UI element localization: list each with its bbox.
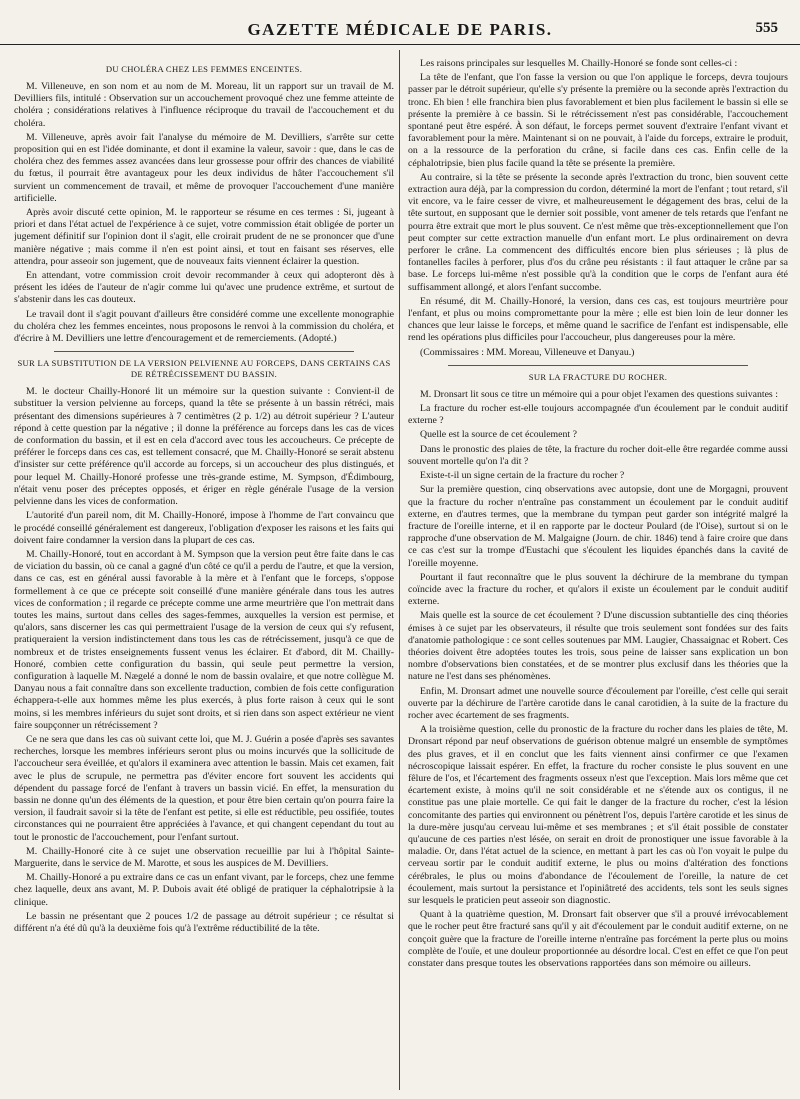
commissioners-note: (Commissaires : MM. Moreau, Villeneuve et Danyau.) [420,346,635,358]
column-divider [399,50,400,1090]
section-divider [448,365,748,366]
paragraph: Ce ne sera que dans les cas où suivant cette loi, que M. J. Guérin a posée d'après ses savantes recherches, lorsque les membres inférieurs seront plus ou moins incurvés que la sollicitude de l'accoucheur sera éveillée, et qu'alors il examinera avec attention le bassin. Mais cet examen, fait avec le plus de scrupule, ne permettra pas d'éviter encore fort souvent les accidents qui dépendent du passage forcé de l'enfant à travers un bassin vicié. En effet, la mensuration du bassin ne donne qu'un des éléments de la question, et pour être bien certain qu'on pourra faire la version, il faudrait savoir si la tête de l'enfant est petite, si elle est réductible, peu ossifiée, toutes circonstances qui ne pourraient être appréciées à l'avance, et qui changent cependant du tout au tout le pronostic de l'accouchement, pour l'enfant surtout. [14,733,394,843]
paragraph: Mais quelle est la source de cet écoulement ? D'une discussion subtantielle des cinq théories émises à ce sujet par les observateurs, il résulte que trois seulement sont fondées sur des faits d'anatomie pathologique : ce sont celles soutenues par MM. Laugier, Chassaignac et Robert. Ces théories doivent être adoptées toutes les trois, sous peine de laisser sans explication un bon nombre d'observations bien constatées, et de se montrer plus exclusif dans les théories que la nature ne l'est dans ses phénomènes. [408,610,788,683]
paragraph: Le bassin ne présentant que 2 pouces 1/2 de passage au détroit supérieur ; ce résultat si différent n'a été dû qu'à la deuxième fois qu'à l'extrême réductibilité de la tête. [14,910,394,934]
question: Existe-t-il un signe certain de la fracture du rocher ? [420,470,625,482]
paragraph: M. Chailly-Honoré cite à ce sujet une observation recueillie par lui à l'hôpital Sainte-Marguerite, dans le service de M. Marotte, et sous les auspices de M. Devilliers. [14,845,394,869]
paragraph: M. Villeneuve, en son nom et au nom de M. Moreau, lit un rapport sur un travail de M. Devilliers fils, intitulé : Observation sur un accouchement provoqué chez une femme atteinte de choléra ; considérations relatives à l'influence réciproque du travail de l'accouchement et du choléra. [14,81,394,129]
paragraph: En attendant, votre commission croit devoir recommander à ceux qui adopteront dès à présent les idées de l'auteur de n'agir comme lui qu'avec une prudence extrême, et surtout de s'abstenir dans les cas douteux. [14,270,394,306]
paragraph: La tête de l'enfant, que l'on fasse la version ou que l'on applique le forceps, devra toujours passer par le détroit supérieur, qu'elle s'y présente la première ou la seconde après l'extraction du tronc. Eh bien ! elle franchira bien plus favorablement et bien plus facilement le bassin si elle se présente la première à ce bassin. Si le rétrécissement n'est pas considérable, l'accouchement spontané peut être espéré. À son défaut, le forceps permet souvent d'extraire l'enfant vivant et favorablement pour la mère. Maintenant si on ne pouvait, à l'aide du forceps, extraire le produit, on a la ressource de la perforation du crâne, si facile dans ces cas. Enfin celle de la céphalotripsie, bien plus facile quand la tête se présente la première. [408,72,788,169]
paragraph: Quant à la quatrième question, M. Dronsart fait observer que s'il a prouvé irrévocablement que le rocher peut être fracturé sans qu'il y ait d'écoulement par le conduit auditif externe, on ne conçoit guère que la fracture de l'oreille interne n'entraîne pas forcément la perte plus ou moins complète de l'ouïe, et une douleur proportionnée au désordre local. C'est en effet ce que l'on peut constater dans presque toutes les observations rapportées dans son mémoire ou ailleurs. [408,909,788,970]
paragraph: En résumé, dit M. Chailly-Honoré, la version, dans ces cas, est toujours meurtrière pour l'enfant, et plus ou moins compromettante pour la mère ; elle est bien loin de leur donner les chances que leur laisse le forceps, et même quand le sacrifice de l'enfant est indispensable, elle rend les opérations plus difficiles pour l'accoucheur, plus dangereuses pour la mère. [408,295,788,344]
paragraph: Pourtant il faut reconnaître que le plus souvent la déchirure de la membrane du tympan coïncide avec la fracture du rocher, et qu'alors il existe un écoulement par le conduit auditif externe. [408,571,788,608]
paragraph: Les raisons principales sur lesquelles M. Chailly-Honoré se fonde sont celles-ci : [420,58,738,69]
right-column [408,58,788,1090]
paragraph: Le travail dont il s'agit pouvant d'ailleurs être considéré comme une excellente monographie du choléra chez les femmes enceintes, nous proposons le renvoi à la commission du choléra, et d'écrire à M. Devilliers une lettre d'encouragement et de remerciements. (Adopté.) [14,308,394,345]
paragraph: Après avoir discuté cette opinion, M. le rapporteur se résume en ces termes : Si, jugeant à priori et dans l'état actuel de l'expérience à ce sujet, votre commission était obligée de porter un jugement définitif sur l'opinion dont il s'agit, elle croirait prudent de ne se prononcer que d'une manière négative ; mais comme il n'en est point ainsi, et tout en faisant ses réserves, elle attendra, pour asseoir son jugement, que de nouveaux faits viennent éclairer la question. [14,207,394,267]
paragraph: M. Chailly-Honoré a pu extraire dans ce cas un enfant vivant, par le forceps, chez une femme chez laquelle, deux ans avant, M. P. Dubois avait été obligé de pratiquer la céphalotripsie à la clinique. [14,872,394,908]
page-title: GAZETTE MÉDICALE DE PARIS. [247,20,553,39]
paragraph: Sur la première question, cinq observations avec autopsie, dont une de Morgagni, prouvent que la fracture du rocher n'entraîne pas constamment un écoulement par le conduit auditif externe, en d'autres termes, que la membrane du tympan peut garder son intégrité malgré la fracture de l'oreille interne, et il en rapporte par le docteur Poulard (de l'Oise), surtout si on le rapproche d'une observation de M. Malgaigne (Journ. de chir. 1846) tend à faire croire que dans ce cas c'est sur la trompe d'Eustachi que s'écoulent les liquides épanchés dans la cavité de l'oreille moyenne. [408,484,788,569]
paragraph: M. Villeneuve, après avoir fait l'analyse du mémoire de M. Devilliers, s'arrête sur cette proposition qui en est l'idée dominante, et dont il examine la valeur, savoir : que, dans le cas de choléra chez des femmes assez avancées dans leur grossesse pour offrir des chances de viabilité du fœtus, il pourrait être avantageux pour les deux individus de hâter l'accouchement s'il survient un commencement de travail, et même de provoquer l'accouchement d'une manière artificielle. [14,131,394,204]
section-heading-cholera: DU CHOLÉRA CHEZ LES FEMMES ENCEINTES. [105,64,303,74]
paragraph: M. le docteur Chailly-Honoré lit un mémoire sur la question suivante : Convient-il de substituer la version pelvienne au forceps, quand la tête se présente à un bassin rétréci, mais présentant des dimensions supérieures à 7 centimètres (2 p. 1/2) au détroit supérieur ? L'auteur répond à cette question par la négative ; il donne la préférence au forceps dans les cas de vices de conformation du bassin, et il est en cela d'accord avec tous les accoucheurs. Ce précepte de préférer le forceps dans ces cas, est tellement consacré, que M. Chailly-Honoré se serait abstenu d'insister sur cette préférence qu'il accorde au forceps, si un accoucheur des plus distingués, et pour lequel M. Chailly-Honoré professe une très-grande estime, M. Sympson, d'Édimbourg, n'était venu poser des préceptes opposés, et ériger en règle générale l'usage de la version pelvienne dans les vices de conformation. [14,386,394,508]
question: Quelle est la source de cet écoulement ? [420,429,577,441]
left-column [14,58,394,1090]
question: Dans le pronostic des plaies de tête, la fracture du rocher doit-elle être regardée comme aussi souvent mortelle qu'on l'a dit ? [408,443,788,467]
paragraph: M. Dronsart lit sous ce titre un mémoire qui a pour objet l'examen des questions suivantes : [420,388,778,400]
page-header [0,14,800,45]
paragraph: A la troisième question, celle du pronostic de la fracture du rocher dans les plaies de tête, M. Dronsart répond par neuf observations de guérison obtenue malgré un ensemble de symptômes des plus graves, et il en conclut que les faits viennent ainsi confirmer ce que l'examen nécroscopique laissait espérer. En effet, la fracture du rocher consiste le plus souvent en une fêlure de l'os, et l'écartement des fragments osseux n'est que l'exception. Mais lors même que cet écartement existe, à moins qu'il ne soit considérable et ne s'étende aux os contigus, il ne constitue pas une plaie mortelle. Ce qui fait le danger de la fracture du rocher, c'est la lésion concomitante des parties qui environnent ou pénètrent l'os, depuis l'artère carotide et les sinus de la dure-mère jusqu'au cerveau lui-même et ses membranes ; et s'il était possible de constater qu'aucune de ces parties n'est lésée, on serait en droit de pronostiquer une issue favorable à la maladie. Or, dans l'état actuel de la science, en mettant à part les cas où l'on voyait le pulpe du cerveau sortir par le conduit auditif externe, le plus ou moins d'altération des fonctions cérébrales, le plus ou moins d'abondance de l'écoulement de l'oreille, la nature de cet écoulement, mais surtout la persistance et l'opiniâtreté des accidents, tels sont les seuls signes sur lesquels le praticien peut asseoir son diagnostic. [408,724,788,906]
section-divider [54,351,354,352]
paragraph: L'autorité d'un pareil nom, dit M. Chailly-Honoré, impose à l'homme de l'art convaincu que le procédé conseillé généralement est dangereux, l'obligation d'exposer les raisons et les faits qui doivent faire condamner la version dans la plupart de ces cas. [14,510,394,546]
paragraph: M. Chailly-Honoré, tout en accordant à M. Sympson que la version peut être faite dans le cas de viciation du bassin, où ce canal a gagné d'un côté ce qu'il a perdu de l'autre, et que la version, dans ce cas, est en général aussi favorable à la mère et à l'enfant que le forceps, s'oppose formellement à ce que ce précepte soit conseillé d'une manière générale dans tous les autres vices de conformation ; il regarde ce précepte comme une arme meurtrière que l'on mettrait dans toutes les mains, surtout dans celles des sages-femmes, auxquelles la version est permise, et qu'alors, sans discerner les cas qui permettraient l'usage de la version de ceux qui s'y refusent, pratiqueraient la version indistinctement dans tous les cas de rétrécissement, jusqu'à ce que de nombreux et de tristes enseignements fussent venus les éclairer. Et d'abord, dit M. Chailly-Honoré, combien cette configuration du bassin, qui seule peut permettre la version, configuration à laquelle M. Nægelé a donné le nom de bassin ovalaire, et que notre collègue M. Danyau nous a fait connaître dans son excellente traduction, combien de fois cette configuration échappera-t-elle aux hommes même les plus exercés, à plus forte raison à ceux qui le sont moins, si les membres inférieurs du sujet sont droits, et si rien dans son aspect extérieur ne vient faire soupçonner un rétrécissement ? [14,548,394,731]
question: La fracture du rocher est-elle toujours accompagnée d'un écoulement par le conduit auditif externe ? [408,403,788,427]
section-heading-version-pelvienne: SUR LA SUBSTITUTION DE LA VERSION PELVIENNE AU FORCEPS, DANS CERTAINS CAS DE RÉTRÉCISSEMENT DU BASSIN. [17,358,391,380]
paragraph: Enfin, M. Dronsart admet une nouvelle source d'écoulement par l'oreille, c'est celle qui serait ouverte par la déchirure de l'artère carotide dans le canal carotidien, à la suite de la fracture du rocher avec écartement de ses fragments. [408,685,788,721]
page-number: 555 [755,20,778,36]
paragraph: Au contraire, si la tête se présente la seconde après l'extraction du tronc, bien souvent cette extraction aura déjà, par la compression du cordon, déterminé la mort de l'enfant ; tout retard, s'il vit encore, va le faire cesser de vivre, et malheureusement le dégagement des bras, celui de la tête surtout, en supposant que le dernier soit possible, vont amener de tels retards que l'enfant ne pourra être extrait que mort le plus souvent. Ce n'est même que très-exceptionnellement que l'on peut compter sur cette extraction manuelle d'un enfant mort. Le plus ordinairement on devra perforer le crâne. La commencent des difficultés encore bien plus sérieuses ; là plus de fontanelles faciles à perforer, plus d'os du crâne peu résistants : il faut attaquer le crâne par sa base. Le forceps lui-même n'est possible qu'à la condition que le corps de l'enfant aura été suffisamment allongé, et alors l'enfant succombe. [408,171,788,293]
section-heading-fracture-rocher: SUR LA FRACTURE DU ROCHER. [528,371,668,382]
